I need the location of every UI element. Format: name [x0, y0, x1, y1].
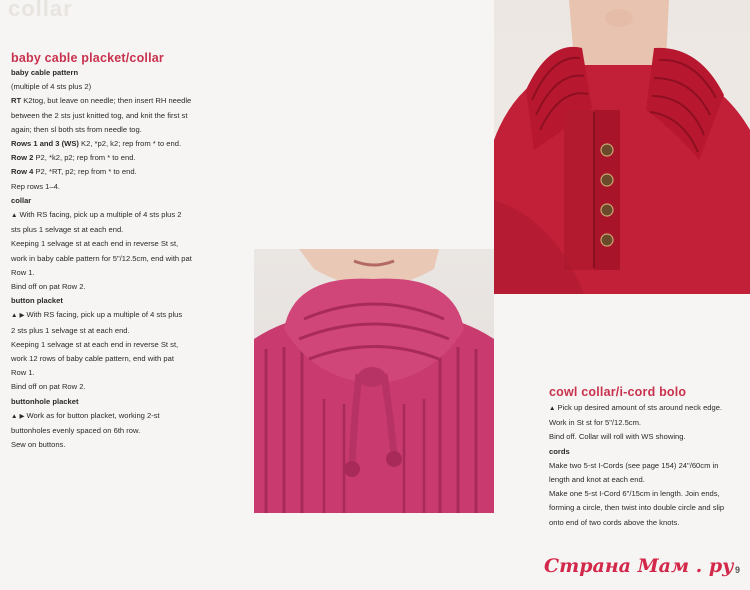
right-section-title: cowl collar/i-cord bolo [549, 385, 687, 399]
faded-header-text: collar [8, 0, 73, 21]
collar-line-1 [11, 208, 246, 223]
rt-line-1 [11, 94, 246, 108]
collar-line-4: work in baby cable pattern for 5"/12.5cm, end with pat [11, 253, 192, 263]
cords-heading: cords [549, 446, 570, 456]
pattern-heading: baby cable pattern [11, 68, 79, 77]
cowl-photo-illustration [254, 249, 494, 513]
button-line-4: work 12 rows of baby cable pattern, end with pat [11, 354, 174, 364]
cords-line-3: Make one 5-st I-Cord 6"/15cm in length. Join ends, [549, 489, 720, 499]
buttonhole-line-2: buttonholes evenly spaced on 6th row. [11, 426, 141, 436]
rows-1-3-label: Rows 1 and 3 (WS) [11, 139, 79, 149]
button-text-1: With RS facing, pick up a multiple of 4 sts plus [26, 310, 183, 320]
row-4-line [11, 165, 246, 179]
collar-line-6: Bind off on pat Row 2. [11, 282, 86, 292]
page-number: 9 [735, 565, 741, 575]
rows-1-3-line [11, 137, 246, 151]
button-line-6: Bind off on pat Row 2. [11, 382, 86, 392]
up-arrow-icon: ▲ [11, 412, 18, 420]
buttonhole-text-1: Work as for button placket, working 2-st [26, 410, 160, 420]
up-arrow-icon: ▲ [11, 212, 18, 220]
collar-heading: collar [11, 195, 32, 205]
buttonhole-line-3: Sew on buttons. [11, 440, 66, 450]
row-4-label: Row 4 [11, 167, 34, 177]
button-line-1 [11, 308, 246, 323]
cords-line-1: Make two 5-st I-Cords (see page 154) 24"/60cm in [549, 460, 719, 470]
button-line-3: Keeping 1 selvage st at each end in reverse St st, [11, 339, 179, 349]
collar-line-2: sts plus 1 selvage st at each end. [11, 225, 124, 235]
pattern-multiple: (multiple of 4 sts plus 2) [11, 82, 92, 92]
collar-line-5: Row 1. [11, 267, 35, 277]
buttonhole-line-1 [11, 409, 246, 424]
rt-line-3: again; then sl both sts from needle tog. [11, 124, 142, 134]
right-arrow-icon: ▶ [19, 312, 25, 320]
collar-text-1: With RS facing, pick up a multiple of 4 sts plus 2 [19, 210, 182, 220]
cowl-line-2: Work in St st for 5"/12.5cm. [549, 418, 642, 428]
button-line-2: 2 sts plus 1 selvage st at each end. [11, 325, 130, 335]
cowl-photo [254, 249, 494, 513]
cords-line-4: forming a circle, then twist into double circle and slip [549, 503, 725, 513]
row-2-line [11, 151, 246, 165]
rt-text: K2tog, but leave on needle; then insert RH needle [21, 96, 192, 106]
cords-line-5: onto end of two cords above the knots. [549, 517, 680, 527]
cowl-instructions [549, 401, 747, 530]
button-line-5: Row 1. [11, 368, 35, 378]
rep-rows: Rep rows 1–4. [11, 181, 60, 191]
watermark-brand: Страна Мам . ру [544, 555, 734, 577]
baby-cable-instructions [11, 66, 246, 452]
cowl-text-1: Pick up desired amount of sts around neck edge. [557, 403, 723, 412]
left-section-title: baby cable placket/collar [11, 51, 164, 65]
row-2-label: Row 2 [11, 153, 34, 163]
buttonhole-placket-heading: buttonhole placket [11, 396, 79, 406]
button-placket-heading: button placket [11, 296, 63, 306]
collar-photo [494, 0, 750, 294]
row-4-text: P2, *RT, p2; rep from * to end. [33, 167, 137, 177]
row-2-text: P2, *k2, p2; rep from * to end. [33, 153, 136, 163]
right-arrow-icon: ▶ [19, 412, 25, 420]
up-arrow-icon: ▲ [11, 312, 18, 320]
cowl-line-1 [549, 401, 747, 416]
collar-line-3: Keeping 1 selvage st at each end in reverse St st, [11, 239, 179, 249]
cowl-line-3: Bind off. Collar will roll with WS showing. [549, 432, 686, 442]
up-arrow-icon: ▲ [549, 405, 556, 412]
cords-line-2: length and knot at each end. [549, 475, 645, 485]
collar-photo-illustration [494, 0, 750, 294]
rt-label: RT [11, 96, 22, 106]
rows-1-3-text: K2, *p2, k2; rep from * to end. [78, 139, 182, 149]
rt-line-2: between the 2 sts just knitted tog, and knit the first st [11, 110, 188, 120]
